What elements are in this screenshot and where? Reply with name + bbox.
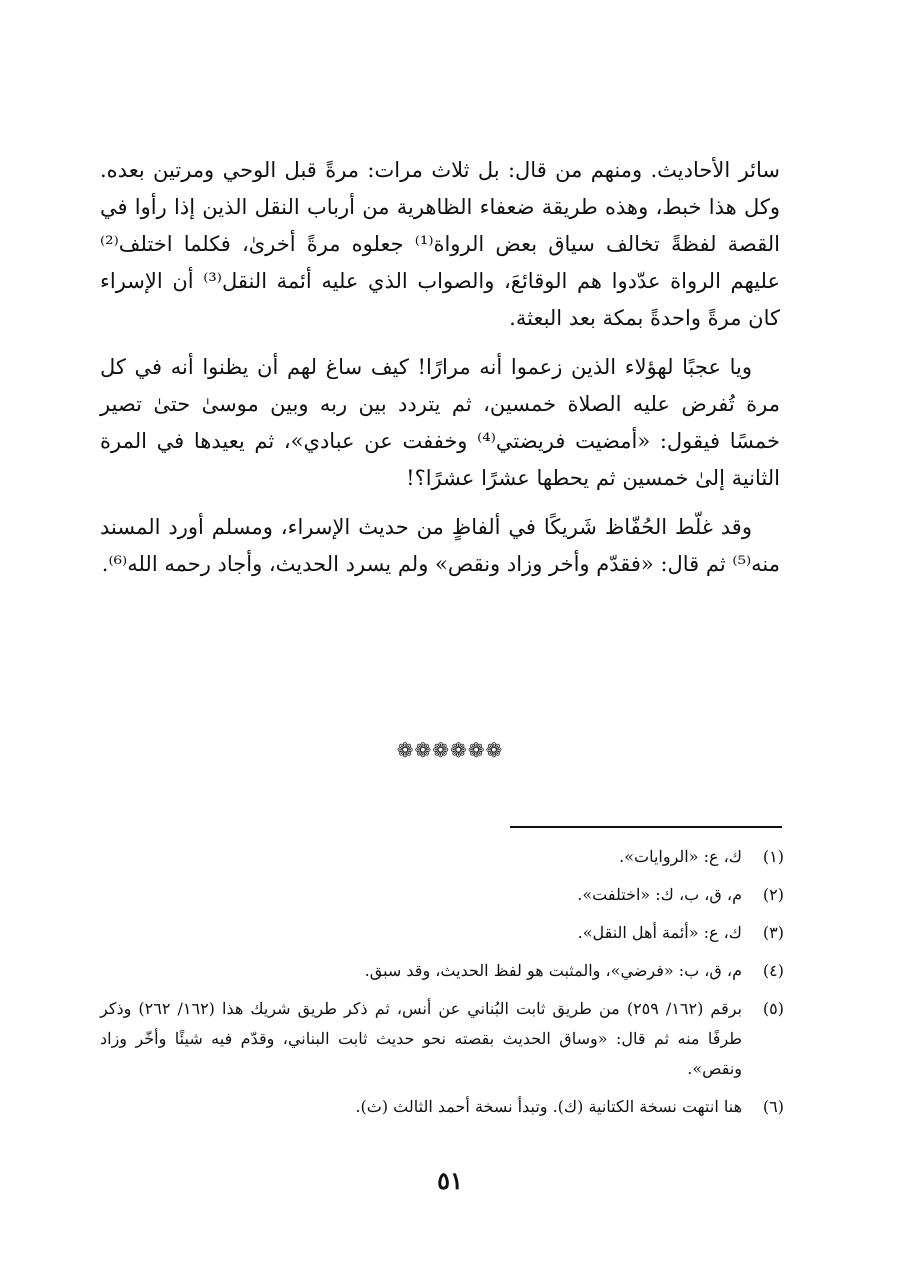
footnotes <box>100 842 784 1130</box>
footnote-number: (٢) <box>762 885 784 904</box>
footnote-text: ك، ع: «الروايات». <box>619 847 742 866</box>
footnote-text: ك، ع: «أئمة أهل النقل». <box>577 923 742 942</box>
footnote-text: م، ق، ب: «فرضي»، والمثبت هو لفظ الحديث، وقد سبق. <box>364 961 742 980</box>
footnote-item <box>100 880 784 910</box>
footnote-item <box>100 1092 784 1122</box>
page-number: ٥١ <box>437 1166 463 1195</box>
body-paragraph: ويا عجبًا لهؤلاء الذين زعموا أنه مرارًا! كيف ساغ لهم أن يظنوا أنه في كل مرة تُفرض عليه الصلاة خمسين، ثم يتردد بين ربه وبين موسىٰ حتىٰ تصير خمسًا فيقول: «أمضيت فريضتي⁽⁴⁾ وخففت عن عبادي»، ثم يعيدها في المرة الثانية إلىٰ خمسين ثم يحطها عشرًا عشرًا؟! <box>100 355 780 490</box>
footnote-number: (٣) <box>762 923 784 942</box>
footnote-item <box>100 994 784 1084</box>
ornament-divider: ❁❁❁❁❁❁ <box>396 738 504 762</box>
footnote-number: (١) <box>762 847 784 866</box>
footnote-item <box>100 918 784 948</box>
footnote-item <box>100 842 784 872</box>
footnote-text: برقم (١٦٢/ ٢٥٩) من طريق ثابت البُناني عن أنس، ثم ذكر طريق شريك هذا (١٦٢/ ٢٦٢) وذكر طرفًا منه ثم قال: «وساق الحديث بقصته نحو حديث ثابت البناني، وقدّم فيه شيئًا وأخّر وزاد ونقص». <box>100 999 743 1078</box>
footnote-number: (٦) <box>762 1097 784 1116</box>
footnote-text: هنا انتهت نسخة الكتانية (ك). وتبدأ نسخة أحمد الثالث (ث). <box>355 1097 742 1116</box>
body-paragraph: سائر الأحاديث. ومنهم من قال: بل ثلاث مرات: مرةً قبل الوحي ومرتين بعده. وكل هذا خبط، وهذه طريقة ضعفاء الظاهرية من أرباب النقل الذين إذا رأوا في القصة لفظةً تخالف سياق بعض الرواة⁽¹⁾ جعلوه مرةً أخرىٰ، فكلما اختلف⁽²⁾ عليهم الرواة عدّدوا هم الوقائعَ، والصواب الذي عليه أئمة النقل⁽³⁾ أن الإسراء كان مرةً واحدةً بمكة بعد البعثة. <box>100 158 780 330</box>
footnote-number: (٤) <box>762 961 784 980</box>
footnote-number: (٥) <box>762 999 784 1018</box>
main-text <box>100 152 780 595</box>
footnote-text: م، ق، ب، ك: «اختلفت». <box>577 885 742 904</box>
body-paragraph: وقد غلّط الحُفّاظ شَريكًا في ألفاظٍ من حديث الإسراء، ومسلم أورد المسند منه⁽⁵⁾ ثم قال: «فقدّم وأخر وزاد ونقص» ولم يسرد الحديث، وأجاد رحمه الله⁽⁶⁾. <box>100 515 780 576</box>
footnote-item <box>100 956 784 986</box>
footnote-separator <box>510 826 782 828</box>
